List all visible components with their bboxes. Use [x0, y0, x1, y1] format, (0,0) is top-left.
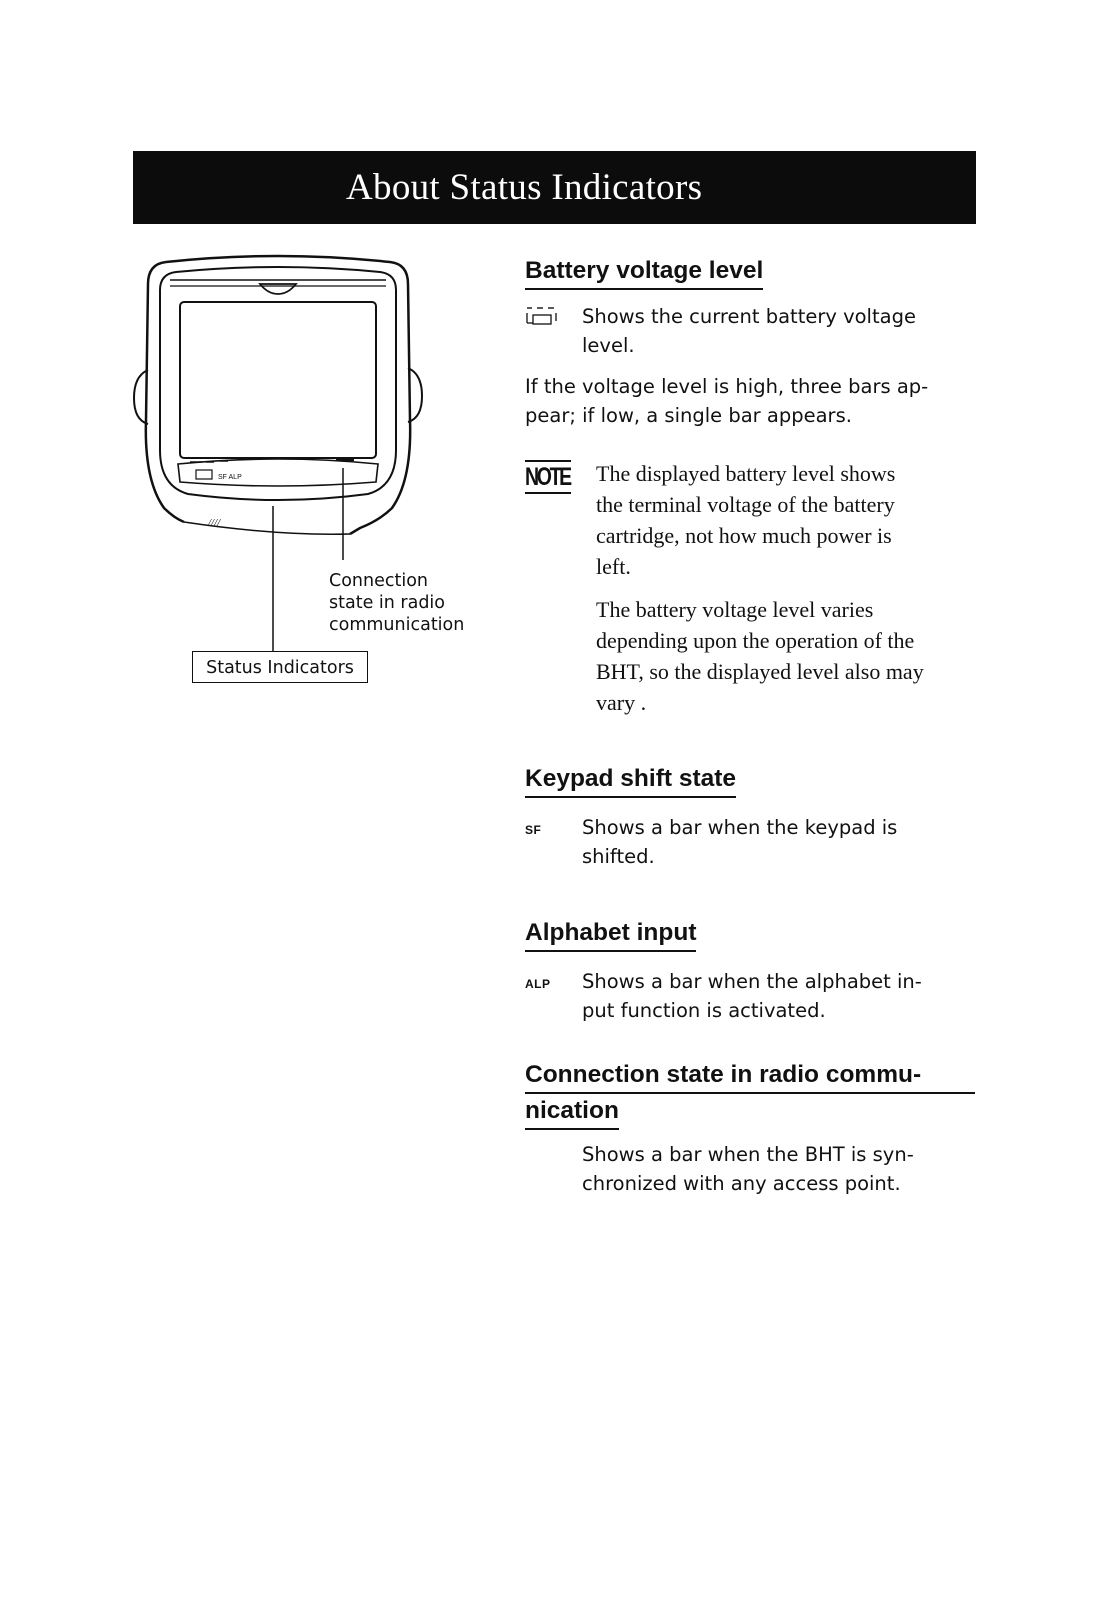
sf-marker: SF — [525, 823, 542, 837]
battery-description: Shows the current battery voltage level. — [582, 305, 916, 357]
connection-description: Shows a bar when the BHT is syn- chronized with any access point. — [582, 1143, 914, 1195]
keypad-heading: Keypad shift state — [525, 764, 736, 798]
connection-state-callout: Connection state in radio communication — [329, 571, 465, 635]
note-icon: NOTE — [525, 460, 572, 494]
svg-text:SF ALP: SF ALP — [218, 474, 242, 481]
battery-icon — [525, 305, 561, 327]
battery-note-2: The battery voltage level varies depending upon the operation of the BHT, so the displayed level also may vary . — [596, 597, 924, 715]
alphabet-heading: Alphabet input — [525, 918, 696, 952]
connection-heading: Connection state in radio commu- nication — [525, 1058, 975, 1130]
status-indicators-label: Status Indicators — [192, 651, 368, 683]
alphabet-description: Shows a bar when the alphabet in- put function is activated. — [582, 970, 922, 1022]
battery-paragraph: If the voltage level is high, three bars ap- pear; if low, a single bar appears. — [525, 375, 929, 427]
keypad-description: Shows a bar when the keypad is shifted. — [582, 816, 898, 868]
page-title: About Status Indicators — [346, 167, 703, 208]
battery-heading: Battery voltage level — [525, 256, 763, 290]
svg-text:////: //// — [208, 517, 221, 529]
alp-marker: ALP — [525, 977, 551, 991]
battery-note-1: The displayed battery level shows the terminal voltage of the battery cartridge, not how much power is left. — [596, 461, 896, 579]
